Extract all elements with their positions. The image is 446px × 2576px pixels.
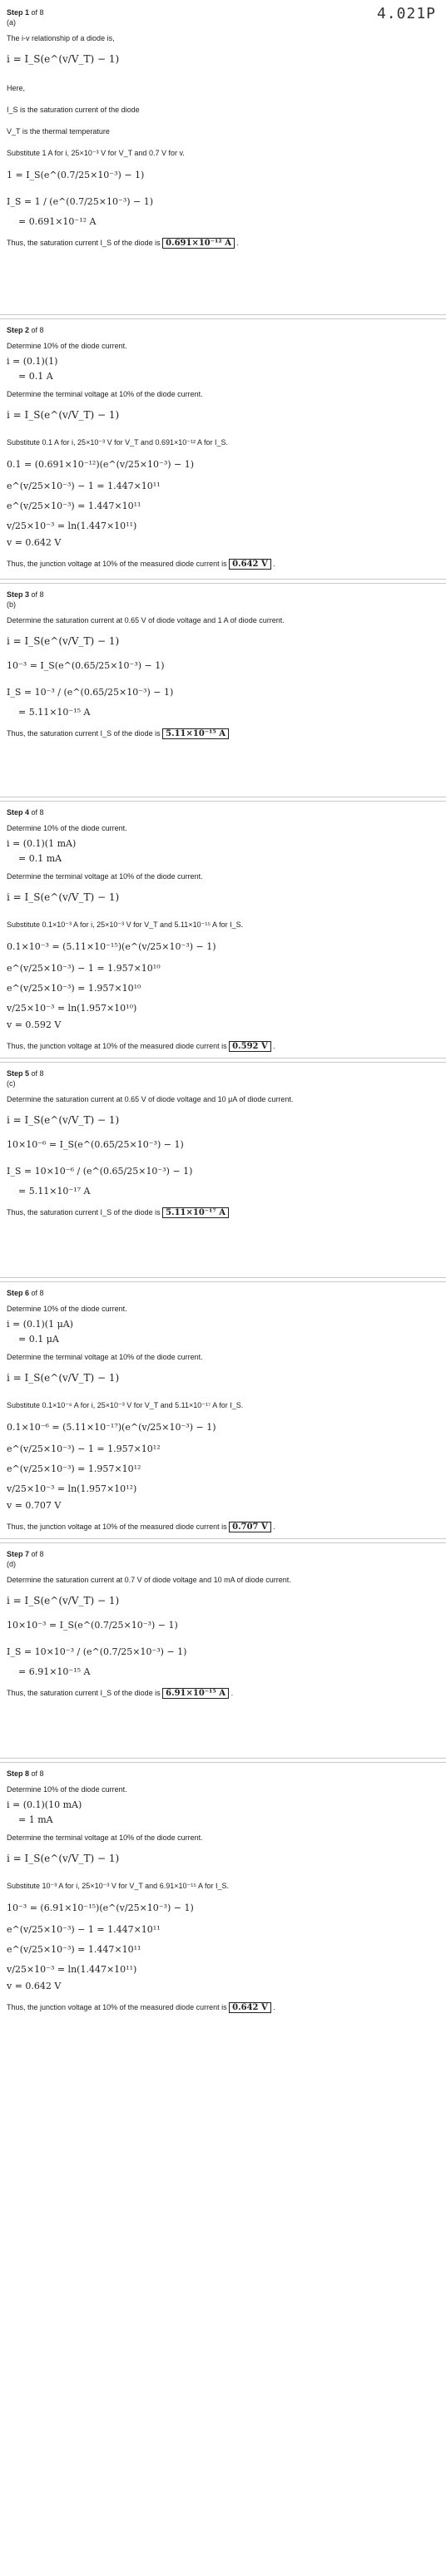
step-count: of 8	[31, 1550, 44, 1558]
step-1: Step 1 of 8 (a) The i-v relationship of a diode is, i = I_S(e^(v/V_T) − 1) Here, I_S is the saturation current of the diode V_T is the thermal temperature Substitute 1 A for i, 25×10⁻³ V for V_T and 0.7 V for v. 1 = I_S(e^(0.7/25×10⁻³) − 1) I_S = 1 / (e^(0.7/25×10⁻³) − 1) = 0.691×10⁻¹² A Thus, the saturation current I_S of the diode is 0.691×10⁻¹² A .	[0, 3, 446, 249]
equation: 0.1×10⁻⁶ = (5.11×10⁻¹⁷)(e^(v/25×10⁻³) − 1)	[7, 1422, 216, 1433]
equation: i = I_S(e^(v/V_T) − 1)	[7, 891, 120, 903]
equation: 10⁻³ = I_S(e^(0.65/25×10⁻³) − 1)	[7, 660, 165, 671]
step-divider	[0, 1538, 446, 1543]
intro-text: Determine 10% of the diode current.	[7, 342, 127, 350]
step-title: Step 1	[7, 8, 30, 17]
equation: e^(v/25×10⁻³) = 1.957×10¹⁰	[7, 983, 141, 994]
conclusion-text: Thus, the junction voltage at 10% of the measured diode current is	[7, 2003, 227, 2011]
equation: v/25×10⁻³ = ln(1.447×10¹¹)	[7, 521, 137, 531]
equation: i = I_S(e^(v/V_T) − 1)	[7, 409, 120, 421]
equation: 10×10⁻³ = I_S(e^(0.7/25×10⁻³) − 1)	[7, 1620, 178, 1631]
conclusion-text: Thus, the saturation current I_S of the diode is	[7, 1208, 161, 1216]
step-divider	[0, 1758, 446, 1763]
here-text: Here,	[7, 84, 26, 92]
equation: = 6.91×10⁻¹⁵ A	[18, 1666, 91, 1677]
answer-box: 6.91×10⁻¹⁵ A	[162, 1688, 229, 1699]
equation: i = I_S(e^(v/V_T) − 1)	[7, 1595, 120, 1606]
equation: i = I_S(e^(v/V_T) − 1)	[7, 635, 120, 647]
equation: 10⁻³ = (6.91×10⁻¹⁵)(e^(v/25×10⁻³) − 1)	[7, 1902, 194, 1913]
equation: v = 0.642 V	[7, 1981, 62, 1991]
equation: e^(v/25×10⁻³) = 1.447×10¹¹	[7, 501, 141, 511]
step-2: Step 2 of 8 Determine 10% of the diode current. i = (0.1)(1) = 0.1 A Determine the terminal voltage at 10% of the diode current. i = I_S(e^(v/V_T) − 1) Substitute 0.1 A for i, 25×10⁻³ V for V_T and 0.691×10⁻¹² A for I_S. 0.1 = (0.691×10⁻¹²)(e^(v/25×10⁻³) − 1) e^(v/25×10⁻³) − 1 = 1.447×10¹¹ e^(v/25×10⁻³) = 1.447×10¹¹ v/25×10⁻³ = ln(1.447×10¹¹) v = 0.642 V Thus, the junction voltage at 10% of the measured diode current is 0.642 V .	[0, 321, 446, 570]
part-label: (a)	[7, 18, 16, 27]
equation: e^(v/25×10⁻³) = 1.957×10¹²	[7, 1463, 141, 1474]
answer-box: 0.691×10⁻¹² A	[162, 238, 235, 249]
conclusion-text: Thus, the saturation current I_S of the diode is	[7, 1689, 161, 1697]
intro-text: Determine the saturation current at 0.65 V of diode voltage and 1 A of diode current.	[7, 616, 285, 624]
part-label: (d)	[7, 1560, 16, 1568]
equation: e^(v/25×10⁻³) − 1 = 1.957×10¹²	[7, 1443, 161, 1454]
conclusion-text: Thus, the junction voltage at 10% of the measured diode current is	[7, 1042, 227, 1050]
step-count: of 8	[31, 1069, 44, 1078]
step-divider	[0, 797, 446, 802]
step-title: Step 4	[7, 808, 30, 817]
equation: v = 0.642 V	[7, 537, 62, 548]
equation: = 0.1 μA	[18, 1334, 59, 1345]
intro-text: Determine 10% of the diode current.	[7, 1305, 127, 1313]
equation: I_S = 10⁻³ / (e^(0.65/25×10⁻³) − 1)	[7, 687, 174, 698]
equation: v/25×10⁻³ = ln(1.447×10¹¹)	[7, 1964, 137, 1975]
equation: v = 0.592 V	[7, 1019, 62, 1030]
answer-box: 0.592 V	[229, 1041, 271, 1052]
answer-box: 5.11×10⁻¹⁵ A	[162, 728, 229, 739]
intro-text: Determine the saturation current at 0.7 V of diode voltage and 10 mA of diode current.	[7, 1576, 291, 1584]
step-title: Step 7	[7, 1550, 30, 1558]
step-7: Step 7 of 8 (d) Determine the saturation current at 0.7 V of diode voltage and 10 mA of diode current. i = I_S(e^(v/V_T) − 1) 10×10⁻³ = I_S(e^(0.7/25×10⁻³) − 1) I_S = 10×10⁻³ / (e^(0.7/25×10⁻³) − 1) = 6.91×10⁻¹⁵ A Thus, the saturation current I_S of the diode is 6.91×10⁻¹⁵ A .	[0, 1545, 446, 1699]
equation: I_S = 1 / (e^(0.7/25×10⁻³) − 1)	[7, 196, 154, 207]
answer-box: 0.642 V	[229, 2002, 271, 2013]
equation: e^(v/25×10⁻³) − 1 = 1.447×10¹¹	[7, 1924, 161, 1935]
part-label: (c)	[7, 1079, 16, 1088]
equation: = 0.1 mA	[18, 853, 62, 864]
equation: = 5.11×10⁻¹⁵ A	[18, 707, 91, 718]
step-divider	[0, 579, 446, 584]
answer-box: 5.11×10⁻¹⁷ A	[162, 1207, 229, 1218]
conclusion-text: Thus, the junction voltage at 10% of the measured diode current is	[7, 560, 227, 568]
substitute-text: Substitute 1 A for i, 25×10⁻³ V for V_T and 0.7 V for v.	[7, 149, 185, 157]
step-divider	[0, 1058, 446, 1063]
intro-text: Determine the terminal voltage at 10% of the diode current.	[7, 1833, 203, 1842]
equation: 0.1 = (0.691×10⁻¹²)(e^(v/25×10⁻³) − 1)	[7, 459, 195, 470]
equation: i = (0.1)(1 mA)	[7, 838, 77, 849]
step-divider	[0, 1277, 446, 1282]
step-5	[0, 1064, 446, 1218]
equation: i = (0.1)(10 mA)	[7, 1799, 82, 1810]
answer-box: 0.707 V	[229, 1522, 271, 1532]
step-divider	[0, 314, 446, 319]
definition-text: V_T is the thermal temperature	[7, 127, 110, 136]
equation: e^(v/25×10⁻³) − 1 = 1.447×10¹¹	[7, 481, 161, 491]
equation: v = 0.707 V	[7, 1500, 62, 1511]
substitute-text: Substitute 0.1×10⁻⁶ A for i, 25×10⁻³ V for V_T and 5.11×10⁻¹⁷ A for I_S.	[7, 1401, 244, 1409]
problem-number: 4.021P	[376, 5, 436, 22]
intro-text: Determine 10% of the diode current.	[7, 824, 127, 832]
conclusion-text: Thus, the junction voltage at 10% of the measured diode current is	[7, 1522, 227, 1531]
equation: 10×10⁻⁶ = I_S(e^(0.65/25×10⁻³) − 1)	[7, 1139, 184, 1150]
step-count: of 8	[31, 326, 44, 334]
equation: 0.1×10⁻³ = (5.11×10⁻¹⁵)(e^(v/25×10⁻³) − 1)	[7, 941, 216, 952]
intro-text: Determine the terminal voltage at 10% of the diode current.	[7, 1353, 203, 1361]
equation: 1 = I_S(e^(0.7/25×10⁻³) − 1)	[7, 170, 145, 180]
substitute-text: Substitute 0.1×10⁻³ A for i, 25×10⁻³ V for V_T and 5.11×10⁻¹⁵ A for I_S.	[7, 920, 244, 929]
intro-text: Determine the terminal voltage at 10% of the diode current.	[7, 390, 203, 398]
substitute-text: Substitute 0.1 A for i, 25×10⁻³ V for V_T and 0.691×10⁻¹² A for I_S.	[7, 438, 229, 447]
step-title: Step 5	[7, 1069, 30, 1078]
step-count: of 8	[31, 1289, 44, 1297]
equation: e^(v/25×10⁻³) = 1.447×10¹¹	[7, 1944, 141, 1955]
equation: i = I_S(e^(v/V_T) − 1)	[7, 53, 120, 65]
step-count: of 8	[31, 1769, 44, 1778]
substitute-text: Substitute 10⁻³ A for i, 25×10⁻³ V for V_T and 6.91×10⁻¹⁵ A for I_S.	[7, 1882, 229, 1890]
equation: v/25×10⁻³ = ln(1.957×10¹⁰)	[7, 1003, 137, 1014]
equation: I_S = 10×10⁻⁶ / (e^(0.65/25×10⁻³) − 1)	[7, 1166, 193, 1177]
step-count: of 8	[31, 808, 44, 817]
equation: = 1 mA	[18, 1814, 53, 1825]
equation: = 5.11×10⁻¹⁷ A	[18, 1186, 91, 1197]
equation: I_S = 10×10⁻³ / (e^(0.7/25×10⁻³) − 1)	[7, 1646, 187, 1657]
equation: i = I_S(e^(v/V_T) − 1)	[7, 1372, 120, 1384]
equation: i = (0.1)(1 μA)	[7, 1319, 73, 1330]
part-label: (b)	[7, 600, 16, 609]
equation: = 0.691×10⁻¹² A	[18, 216, 97, 227]
equation: v/25×10⁻³ = ln(1.957×10¹²)	[7, 1483, 137, 1494]
equation: = 0.1 A	[18, 371, 53, 382]
step-3	[0, 585, 446, 739]
step-8: Step 8 of 8 Determine 10% of the diode current. i = (0.1)(10 mA) = 1 mA Determine the terminal voltage at 10% of the diode current. i = I_S(e^(v/V_T) − 1) Substitute 10⁻³ A for i, 25×10⁻³ V for V_T and 6.91×10⁻¹⁵ A for I_S. 10⁻³ = (6.91×10⁻¹⁵)(e^(v/25×10⁻³) − 1) e^(v/25×10⁻³) − 1 = 1.447×10¹¹ e^(v/25×10⁻³) = 1.447×10¹¹ v/25×10⁻³ = ln(1.447×10¹¹) v = 0.642 V Thus, the junction voltage at 10% of the measured diode current is 0.642 V .	[0, 1764, 446, 2013]
intro-text: Determine 10% of the diode current.	[7, 1785, 127, 1794]
step-count: of 8	[31, 590, 44, 599]
step-count: of 8	[31, 8, 44, 17]
step-4: Step 4 of 8 Determine 10% of the diode current. i = (0.1)(1 mA) = 0.1 mA Determine the terminal voltage at 10% of the diode current. i = I_S(e^(v/V_T) − 1) Substitute 0.1×10⁻³ A for i, 25×10⁻³ V for V_T and 5.11×10⁻¹⁵ A for I_S. 0.1×10⁻³ = (5.11×10⁻¹⁵)(e^(v/25×10⁻³) − 1) e^(v/25×10⁻³) − 1 = 1.957×10¹⁰ e^(v/25×10⁻³) = 1.957×10¹⁰ v/25×10⁻³ = ln(1.957×10¹⁰) v = 0.592 V Thus, the junction voltage at 10% of the measured diode current is 0.592 V .	[0, 803, 446, 1052]
equation: i = I_S(e^(v/V_T) − 1)	[7, 1853, 120, 1864]
equation: e^(v/25×10⁻³) − 1 = 1.957×10¹⁰	[7, 963, 161, 974]
intro-text: Determine the terminal voltage at 10% of the diode current.	[7, 872, 203, 881]
definition-text: I_S is the saturation current of the diode	[7, 106, 140, 114]
step-title: Step 8	[7, 1769, 30, 1778]
intro-text: The i-v relationship of a diode is,	[7, 34, 115, 42]
step-title: Step 6	[7, 1289, 30, 1297]
answer-box: 0.642 V	[229, 559, 271, 570]
step-title: Step 3	[7, 590, 30, 599]
conclusion-text: Thus, the saturation current I_S of the diode is	[7, 239, 161, 247]
intro-text: Determine the saturation current at 0.65 V of diode voltage and 10 μA of diode current.	[7, 1095, 294, 1103]
equation: i = (0.1)(1)	[7, 356, 58, 367]
equation: i = I_S(e^(v/V_T) − 1)	[7, 1114, 120, 1126]
conclusion-text: Thus, the saturation current I_S of the diode is	[7, 729, 161, 738]
step-title: Step 2	[7, 326, 30, 334]
step-6: Step 6 of 8 Determine 10% of the diode current. i = (0.1)(1 μA) = 0.1 μA Determine the terminal voltage at 10% of the diode current. i = I_S(e^(v/V_T) − 1) Substitute 0.1×10⁻⁶ A for i, 25×10⁻³ V for V_T and 5.11×10⁻¹⁷ A for I_S. 0.1×10⁻⁶ = (5.11×10⁻¹⁷)(e^(v/25×10⁻³) − 1) e^(v/25×10⁻³) − 1 = 1.957×10¹² e^(v/25×10⁻³) = 1.957×10¹² v/25×10⁻³ = ln(1.957×10¹²) v = 0.707 V Thus, the junction voltage at 10% of the measured diode current is 0.707 V .	[0, 1284, 446, 1532]
